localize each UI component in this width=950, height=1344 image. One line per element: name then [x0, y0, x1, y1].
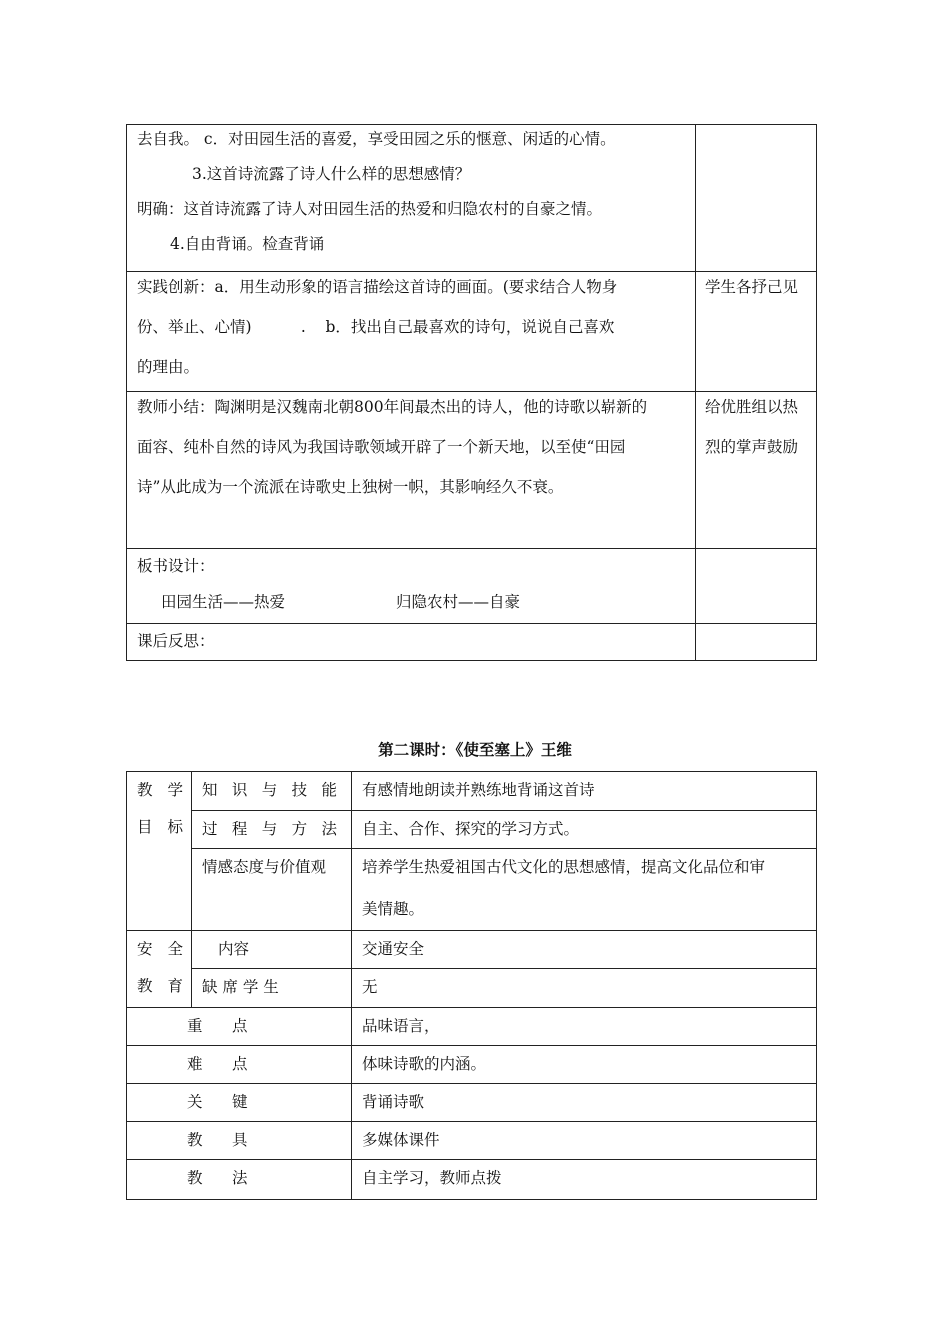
- label-char: 教: [137, 977, 153, 995]
- item-label-cell: [127, 1160, 352, 1200]
- text-line: 面容、纯朴自然的诗风为我国诗歌领域开辟了一个新天地，以至使“田园: [137, 438, 626, 456]
- label-char: 能: [321, 781, 337, 799]
- goal-text-cell: [352, 772, 817, 811]
- board-left-text: 田园生活——热爱: [161, 593, 286, 611]
- text-line: 体味诗歌的内涵。: [362, 1055, 487, 1073]
- safety-type-label: 内容: [218, 940, 250, 958]
- text-line: 交通安全: [362, 940, 425, 958]
- text-line: 自主、合作、探究的学习方式。: [362, 820, 580, 838]
- notes-cell: [696, 272, 817, 392]
- text-line: 教师小结：陶渊明是汉魏南北朝800年间最杰出的诗人，他的诗歌以崭新的: [137, 398, 648, 416]
- table-row: [127, 969, 817, 1008]
- goal-type-label: [202, 817, 351, 841]
- label-char: 法: [321, 820, 337, 838]
- label-char: 与: [261, 781, 278, 799]
- label-char: 全: [167, 940, 183, 958]
- item-text-cell: [352, 1008, 817, 1046]
- board-design-title: 板书设计：: [137, 557, 215, 575]
- label-char: 程: [231, 820, 248, 838]
- text-line: 无: [362, 978, 378, 996]
- safety-text-cell: [352, 969, 817, 1008]
- table-row: [127, 1122, 817, 1160]
- label-char: 教: [137, 781, 153, 799]
- goal-type-label: [202, 778, 351, 802]
- table-row: [127, 811, 817, 849]
- text-line: 烈的掌声鼓励: [705, 438, 799, 456]
- table-row: [127, 1046, 817, 1084]
- table-row: [127, 549, 817, 624]
- label-char: 学: [167, 781, 183, 799]
- item-text-cell: [352, 1160, 817, 1200]
- text-line: 的理由。: [137, 358, 200, 376]
- text-line: 培养学生热爱祖国古代文化的思想感情，提高文化品位和审: [362, 858, 766, 876]
- item-label-cell: [127, 1046, 352, 1084]
- lesson-info-table: [126, 771, 817, 1200]
- goal-type-label: 情感态度与价值观: [202, 858, 327, 876]
- table-row: [127, 1160, 817, 1200]
- text-line: 品味语言，: [362, 1017, 440, 1035]
- item-label-cell: [127, 1122, 352, 1160]
- procedure-cell: [127, 125, 696, 272]
- board-design-content: [137, 590, 695, 614]
- table-row: [127, 772, 817, 811]
- goal-type-cell: [192, 849, 352, 931]
- text-line: 份、举止、心情) . b．找出自己最喜欢的诗句，说说自己喜欢: [137, 318, 615, 336]
- safety-type-cell: [192, 969, 352, 1008]
- table-row: [127, 1084, 817, 1122]
- text-line: 美情趣。: [362, 900, 425, 918]
- label-char: 方: [291, 820, 308, 838]
- goal-label-line: [137, 815, 191, 839]
- table-row: [127, 931, 817, 969]
- item-label-cell: [127, 1008, 352, 1046]
- label-char: 安: [137, 940, 153, 958]
- item-text-cell: [352, 1084, 817, 1122]
- text-line: 3.这首诗流露了诗人什么样的思想感情？: [192, 165, 471, 183]
- board-right-text: 归隐农村——自豪: [396, 593, 521, 611]
- text-line: 自主学习，教师点拨: [362, 1169, 502, 1187]
- item-label: 教 法: [187, 1169, 248, 1187]
- text-line: 去自我。 c．对田园生活的喜爱，享受田园之乐的惬意、闲适的心情。: [137, 130, 616, 148]
- table-row: [127, 392, 817, 549]
- table-row: [127, 849, 817, 931]
- text-line: 明确：这首诗流露了诗人对田园生活的热爱和归隐农村的自豪之情。: [137, 200, 603, 218]
- text-line: 给优胜组以热: [705, 398, 799, 416]
- label-char: 识: [231, 781, 248, 799]
- label-char: 技: [291, 781, 308, 799]
- goal-text-cell: [352, 849, 817, 931]
- safety-type-label: 缺 席 学 生: [202, 978, 279, 996]
- safety-label-line: [137, 937, 191, 974]
- summary-cell: [127, 392, 696, 549]
- item-text-cell: [352, 1122, 817, 1160]
- text-line: 4.自由背诵。检查背诵: [170, 235, 325, 253]
- item-label: 教 具: [187, 1131, 248, 1149]
- goal-label-line: [137, 778, 191, 815]
- text-line: 有感情地朗读并熟练地背诵这首诗: [362, 781, 595, 799]
- text-line: 学生各抒己见: [705, 278, 799, 296]
- table-row: [127, 624, 817, 661]
- item-label-cell: [127, 1084, 352, 1122]
- notes-cell: [696, 624, 817, 661]
- item-text-cell: [352, 1046, 817, 1084]
- goal-text-cell: [352, 811, 817, 849]
- text-line: 多媒体课件: [362, 1131, 440, 1149]
- notes-cell: [696, 125, 817, 272]
- text-line: 诗”从此成为一个流派在诗歌史上独树一帜，其影响经久不衰。: [137, 478, 564, 496]
- section-title: 第二课时：《使至塞上》王维: [378, 741, 572, 759]
- reflection-cell: [127, 624, 696, 661]
- label-char: 知: [202, 781, 218, 799]
- text-line: 实践创新：a．用生动形象的语言描绘这首诗的画面。(要求结合人物身: [137, 278, 618, 296]
- goal-type-cell: [192, 772, 352, 811]
- safety-label-cell: [127, 931, 192, 1008]
- notes-cell: [696, 549, 817, 624]
- goal-label-cell: [127, 772, 192, 931]
- label-char: 与: [261, 820, 278, 838]
- notes-cell: [696, 392, 817, 549]
- safety-label-line: [137, 974, 191, 998]
- text-line: 背诵诗歌: [362, 1093, 425, 1111]
- safety-text-cell: [352, 931, 817, 969]
- label-char: 过: [202, 820, 218, 838]
- item-label: 重 点: [187, 1017, 248, 1035]
- label-char: 标: [167, 818, 183, 836]
- item-label: 难 点: [187, 1055, 248, 1073]
- goal-type-cell: [192, 811, 352, 849]
- table-row: [127, 125, 817, 272]
- item-label: 关 键: [187, 1093, 248, 1111]
- lesson-procedure-table: [126, 124, 817, 661]
- safety-type-cell: [192, 931, 352, 969]
- table-row: [127, 1008, 817, 1046]
- label-char: 育: [167, 977, 183, 995]
- reflection-title: 课后反思：: [137, 632, 215, 650]
- table-row: [127, 272, 817, 392]
- label-char: 目: [137, 818, 153, 836]
- practice-cell: [127, 272, 696, 392]
- board-design-cell: [127, 549, 696, 624]
